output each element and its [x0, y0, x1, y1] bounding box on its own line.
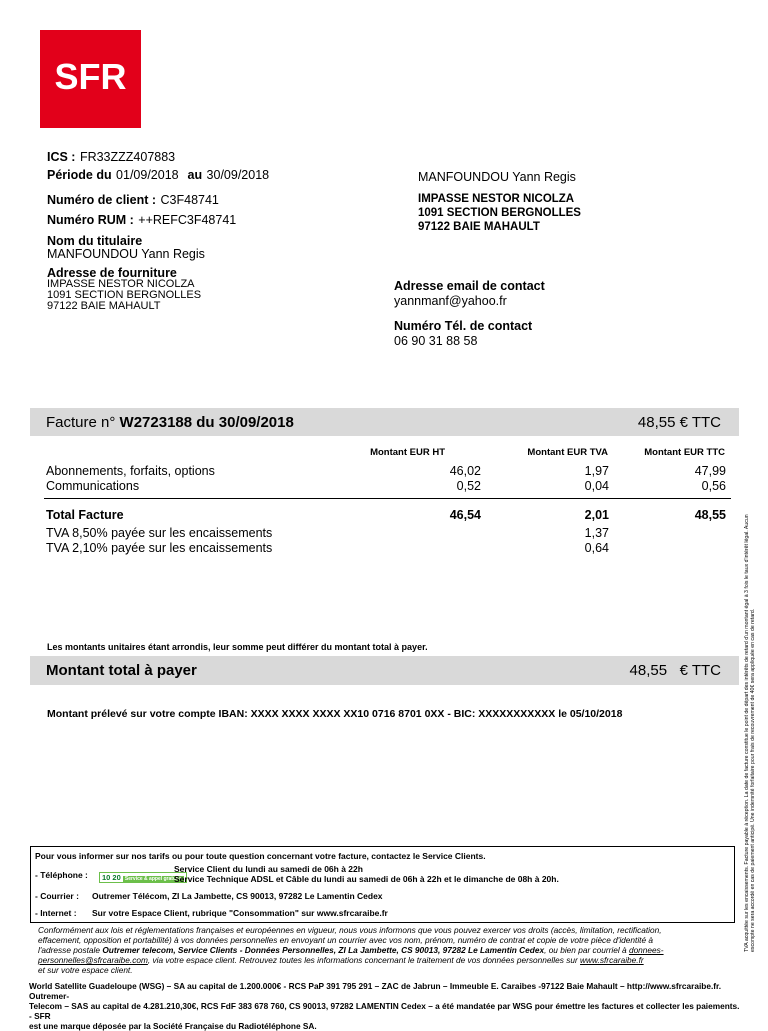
fourniture-line: 97122 BAIE MAHAULT: [47, 300, 161, 312]
total-ttc: 48,55: [694, 508, 726, 522]
payment-currency: € TTC: [679, 662, 721, 679]
row-ttc: 0,56: [701, 479, 726, 493]
row-ttc: 47,99: [694, 464, 726, 478]
service-tel-label: - Téléphone :: [35, 870, 88, 880]
footer-line: Telecom – SAS au capital de 4.281.210,30€, RCS FdF 383 678 760, CS 90013, 97282 LAMENTIN Cedex – a été mandatée par WSG pour émettre les factures et collecter les paiements. - SFR: [29, 1001, 740, 1021]
total-tva: 2,01: [584, 508, 609, 522]
row-label: Communications: [46, 479, 140, 493]
row-tva: 0,04: [584, 479, 609, 493]
legal-line: Conformément aux lois et réglementations françaises et européennes en vigueur, nous vous informons que vous pouvez exercer vos droits (accès, limitation, rectification,: [38, 925, 662, 935]
iban-line: Montant prélevé sur votre compte IBAN: XXXX XXXX XXXX XX10 0716 8701 0XX - BIC: XXXXXXXXXXX le 05/10/2018: [47, 708, 623, 720]
legal-line: [38, 945, 728, 955]
recipient-line: 1091 SECTION BERGNOLLES: [418, 207, 581, 219]
badge-number: 10 20: [102, 873, 121, 882]
legal-email-link[interactable]: personnelles@sfrcaraibe.com: [38, 955, 148, 965]
sfr-logo-text: SFR: [54, 56, 127, 97]
service-tel-line2: Service Technique ADSL et Câble du lundi au samedi de 06h à 22h et le dimanche de 08h à 20h.: [174, 874, 559, 884]
col-ht-header: Montant EUR HT: [370, 447, 445, 458]
periode-from: 01/09/2018: [116, 168, 179, 182]
fourniture-address: [47, 279, 201, 312]
row-tva: 1,97: [584, 464, 609, 478]
service-internet-value: Sur votre Espace Client, rubrique "Consommation" sur www.sfrcaraibe.fr: [92, 908, 388, 918]
payment-label: Montant total à payer: [46, 662, 197, 679]
rounding-note: Les montants unitaires étant arrondis, leur somme peut différer du montant total à payer.: [47, 642, 428, 652]
client-value: C3F48741: [160, 193, 219, 207]
legal-text: l'adresse postale: [38, 945, 103, 955]
legal-email-link[interactable]: donnees-: [628, 945, 664, 955]
service-courrier-value: Outremer Télécom, ZI La Jambette, CS 90013, 97282 Le Lamentin Cedex: [92, 891, 383, 901]
fourniture-line: IMPASSE NESTOR NICOLZA: [47, 278, 195, 290]
titulaire-label: Nom du titulaire: [47, 234, 143, 248]
email-value: yannmanf@yahoo.fr: [394, 294, 507, 308]
periode-to: 30/09/2018: [206, 168, 270, 182]
legal-line: effacement, opposition et portabilité) à vos données personnelles en envoyant un courrier avec vos nom, prénom, numéro de contrat et copie de votre pièce d'identité à: [38, 935, 653, 945]
service-intro: Pour vous informer sur nos tarifs ou pour toute question concernant votre facture, contactez le Service Clients.: [35, 851, 486, 861]
legal-line: et sur votre espace client.: [38, 965, 133, 975]
legal-text: , ou bien par courriel à: [544, 945, 629, 955]
titulaire-value: MANFOUNDOU Yann Regis: [47, 247, 205, 261]
sfr-logo: [40, 30, 141, 128]
payment-band: [30, 656, 739, 685]
legal-address: Outremer telecom, Service Clients - Données Personnelles, ZI La Jambette, CS 90013, 97282 Le Lamentin Cedex: [102, 945, 545, 955]
col-ttc-header: Montant EUR TTC: [644, 447, 725, 458]
recipient-name: MANFOUNDOU Yann Regis: [418, 170, 576, 184]
table-divider: [44, 498, 731, 499]
row-ht: 46,02: [449, 464, 481, 478]
tel-label: Numéro Tél. de contact: [394, 319, 533, 333]
recipient-line: IMPASSE NESTOR NICOLZA: [418, 193, 575, 205]
legal-line: [38, 955, 728, 965]
legal-text: , via votre espace client. Retrouvez toutes les informations concernant le traitement de vos données personnelles sur: [147, 955, 581, 965]
ics-value: FR33ZZZ407883: [79, 150, 176, 164]
row-label: Abonnements, forfaits, options: [46, 464, 215, 478]
rum-label: Numéro RUM :: [47, 213, 134, 227]
badge-text: Service & appel gratuits: [124, 876, 182, 882]
side-legal-text: [744, 514, 756, 952]
service-tel-line1: Service Client du lundi au samedi de 06h à 22h: [174, 864, 363, 874]
tva-row-value: 0,64: [584, 541, 609, 555]
side-line: TVA acquittée sur les encaissements. Facture payable à réception. La date de facture constitue le point de départ des intérêts de retard d'un montant égal à 3 fois le taux d'intérêt légal. Aucun: [744, 514, 750, 952]
invoice-title-band: [30, 408, 739, 436]
rum-value: ++REFC3F48741: [138, 213, 237, 227]
client-label: Numéro de client :: [47, 193, 157, 207]
invoice-total-ttc: 48,55 € TTC: [637, 414, 721, 431]
payment-amount-wrap: [630, 662, 721, 679]
invoice-title-number: W2723188 du 30/09/2018: [119, 414, 294, 431]
invoice-title-prefix: Facture n°: [46, 414, 116, 431]
service-courrier-label: - Courrier :: [35, 891, 79, 901]
tva-row-label: TVA 2,10% payée sur les encaissements: [46, 541, 273, 555]
client-line: [47, 191, 219, 209]
fourniture-line: 1091 SECTION BERGNOLLES: [47, 289, 202, 301]
legal-site-link[interactable]: www.sfrcaraibe.fr: [580, 955, 644, 965]
recipient-line: 97122 BAIE MAHAULT: [418, 221, 540, 233]
col-tva-header: Montant EUR TVA: [527, 447, 608, 458]
tva-row-label: TVA 8,50% payée sur les encaissements: [46, 526, 273, 540]
footer-line: est une marque déposée par la Société Française du Radiotéléphone SA.: [29, 1021, 317, 1031]
periode-line: [47, 166, 269, 184]
footer-line: World Satellite Guadeloupe (WSG) – SA au capital de 1.200.000€ - RCS PaP 391 795 291 – ZAC de Jabrun – Immeuble E. Caraibes -97122 Baie Mahault – http://www.sfrcaraibe.fr. Outremer-: [29, 981, 722, 1001]
tel-value: 06 90 31 88 58: [394, 334, 478, 348]
fourniture-label: Adresse de fourniture: [47, 266, 177, 280]
service-internet-label: - Internet :: [35, 908, 77, 918]
total-label: Total Facture: [46, 508, 124, 522]
periode-label: Période du: [47, 168, 112, 182]
periode-au: au: [187, 168, 203, 182]
row-ht: 0,52: [456, 479, 481, 493]
payment-amount: 48,55: [629, 662, 668, 679]
side-line: escompte ne sera accordé en cas de paiement anticipé. Une indemnité forfaitaire pour frais de recouvrement de 40€ sera appliquée en cas de retard.: [750, 608, 756, 952]
ics-label: ICS :: [47, 150, 76, 164]
invoice-title: [46, 414, 294, 431]
rum-line: [47, 211, 236, 229]
legal-notice: [38, 925, 728, 975]
email-label: Adresse email de contact: [394, 279, 545, 293]
recipient-address: [418, 192, 581, 234]
total-ht: 46,54: [449, 508, 481, 522]
ics-line: [47, 148, 175, 166]
tva-row-value: 1,37: [584, 526, 609, 540]
